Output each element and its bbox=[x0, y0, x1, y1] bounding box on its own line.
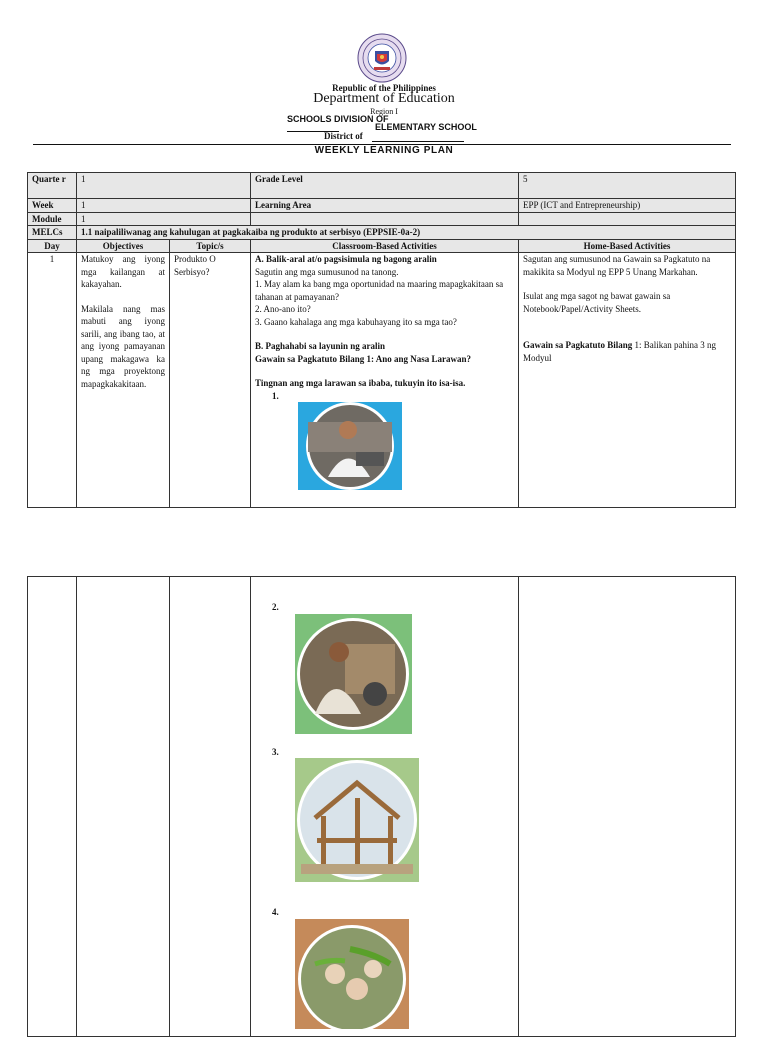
melcs-value: 1.1 naipaliliwanag ang kahulugan at pagkakaiba ng produkto at serbisyo (EPPSIE-0a-2) bbox=[77, 226, 736, 240]
grade-value: 5 bbox=[519, 173, 736, 199]
plan-title: WEEKLY LEARNING PLAN bbox=[314, 145, 454, 156]
week-row bbox=[28, 199, 736, 213]
column-header-objectives: Objectives bbox=[77, 239, 170, 253]
column-header-home: Home-Based Activities bbox=[519, 239, 736, 253]
question-2: 2. Ano-ano ito? bbox=[255, 304, 311, 314]
header-department: Department of Education bbox=[313, 91, 455, 106]
area-label: Learning Area bbox=[251, 199, 519, 213]
home-text-1: Sagutan ang sumusunod na Gawain sa Pagkatuto na makikita sa Modyul ng EPP 5 Unang Markahan. bbox=[523, 254, 711, 277]
objective-1: Matukoy ang iyong mga kailangan at kakayahan. bbox=[81, 254, 165, 289]
activity-instruction: Tingnan ang mga larawan sa ibaba, tukuyin ito isa-isa. bbox=[255, 378, 466, 388]
item-number-4: 4. bbox=[272, 907, 279, 917]
section-b-title: B. Paghahabi sa layunin ng aralin bbox=[255, 341, 386, 351]
header-school: ELEMENTARY SCHOOL bbox=[375, 122, 477, 132]
activity-title: Gawain sa Pagkatuto Bilang 1: Ano ang Nasa Larawan? bbox=[255, 353, 472, 364]
melcs-label: MELCs bbox=[28, 226, 77, 240]
module-row bbox=[28, 212, 736, 226]
day-number: 1 bbox=[28, 253, 77, 508]
item-number-2: 2. bbox=[272, 602, 279, 612]
deped-seal-icon bbox=[357, 33, 407, 83]
column-header-classroom: Classroom-Based Activities bbox=[251, 239, 519, 253]
area-value: EPP (ICT and Entrepreneurship) bbox=[519, 199, 736, 213]
week-label: Week bbox=[28, 199, 77, 213]
home-activity bbox=[523, 339, 731, 364]
classroom-cell bbox=[251, 253, 519, 508]
objectives-cell bbox=[77, 253, 170, 508]
grade-label: Grade Level bbox=[251, 173, 519, 199]
column-header-topics: Topic/s bbox=[170, 239, 251, 253]
question-1: 1. May alam ka bang mga oportunidad na maaring mapagkakitaan sa tahanan at pamayanan? bbox=[255, 279, 504, 302]
district-underline-right bbox=[372, 141, 464, 142]
continuation-classroom-cell bbox=[251, 577, 519, 1037]
header-region: Region I bbox=[370, 107, 398, 116]
continuation-row bbox=[28, 577, 736, 1037]
item-number-1: 1. bbox=[272, 390, 279, 401]
cook-image bbox=[298, 402, 402, 490]
quarter-row bbox=[28, 173, 736, 199]
home-cell bbox=[519, 253, 736, 508]
melcs-row bbox=[28, 226, 736, 240]
continuation-table bbox=[27, 576, 736, 1037]
objective-2: Makilala nang mas mabuti ang iyong sarili, ang ibang tao, at ang iyong pamayanan upang makagawa ka ng mga proyektong mapagkakakitaan. bbox=[81, 303, 165, 389]
home-activity-rest: 1: Balikan pahina 3 ng Modyul bbox=[523, 340, 717, 363]
mechanic-image bbox=[295, 614, 412, 734]
home-activity-bold: Gawain sa Pagkatuto Bilang bbox=[523, 340, 633, 350]
column-header-day: Day bbox=[28, 239, 77, 253]
header-district: District of bbox=[324, 131, 363, 141]
food-dish-image bbox=[295, 919, 409, 1029]
question-3: 3. Gaano kahalaga ang mga kabuhayang ito sa mga tao? bbox=[255, 316, 457, 327]
module-label: Module bbox=[28, 212, 77, 226]
item-number-3: 3. bbox=[272, 746, 279, 757]
week-value: 1 bbox=[77, 199, 251, 213]
topic-cell: Produkto O Serbisyo? bbox=[170, 253, 251, 508]
quarter-label: Quarte r bbox=[28, 173, 77, 199]
section-a-prompt: Sagutin ang mga sumusunod na tanong. bbox=[255, 266, 399, 277]
quarter-value: 1 bbox=[77, 173, 251, 199]
section-a-title: A. Balik-aral at/o pagsisimula ng bagong aralin bbox=[255, 254, 437, 264]
day-1-row bbox=[28, 253, 736, 508]
header-republic: Republic of the Philippines bbox=[332, 83, 436, 93]
module-value: 1 bbox=[77, 212, 251, 226]
home-text-2: Isulat ang mga sagot ng bawat gawain sa Notebook/Papel/Activity Sheets. bbox=[523, 291, 671, 314]
column-header-row bbox=[28, 239, 736, 253]
weekly-plan-table bbox=[27, 172, 736, 508]
wooden-frame-image bbox=[295, 758, 419, 882]
header-division: SCHOOLS DIVISION OF bbox=[287, 114, 389, 124]
